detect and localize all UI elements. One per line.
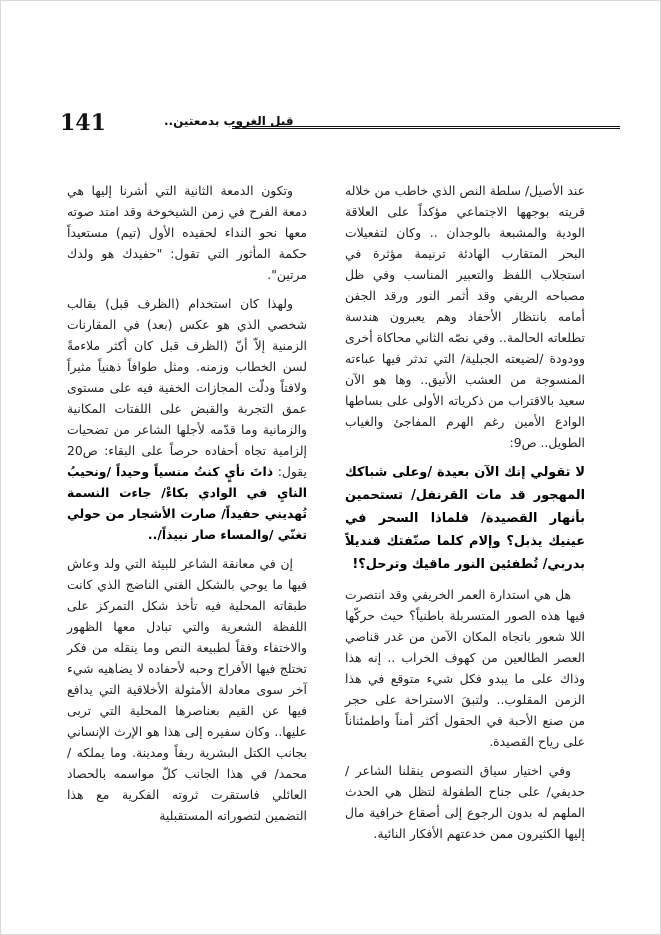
right-paragraph-1: عند الأصيل/ سلطة النص الذي خاطب من خلاله قريته بوجهها الاجتماعي مؤكداً على العلاقة الودية والمشبعة بالوجدان .. وكان لتفعيلات البحر المتقارب الهادئة ترنيمة مؤثرة في استجلاب اللفظ والتعبير المناسب وفي ظل مصباحه الريفي وقد أثمر النور ورقد الجفن أمامه بانتظار الأحفاد وهم يعبرون هندسة تطلعاته الحالمة.. وفي نصّه الثاني محاكاة أخرى وودودة /لضيعته الجبلية/ التي تدثر فيها عباءته المنسوجة من العشب الأنيق.. وها هو الآن سعيد بالاقتراب من ذكرياته الأولى على بساطها الوادع الأمين رغم الهرم المفاجئ والغياب الطويل.. ص9: bbox=[345, 183, 585, 450]
running-title: قبل الغروب بدمعتين.. bbox=[164, 114, 294, 128]
page-number: 141 bbox=[60, 110, 106, 136]
left-paragraph-2-text: ولهذا كان استخدام (الظرف قبل) بقالب شخصي الذي هو عكس (بعد) في المقارنات الزمنية إلاّ أنّ (الظرف قبل كان أكثر ملاءمةً لسن الخطاب وزمنه. ومثل طوافاً ذهنياً مثيراً ولافتاً ودلّت المجازات الخفية فيه على مستوى عمق التجربة والقبض على اللفتات المكانية والزمانية وما قدّمه لأجلها الشاعر من تضحيات إلزامية تجاه أحفاده حرصاً على البقاء: ص20 يقول: bbox=[67, 296, 307, 479]
left-paragraph-3: إن في معانقة الشاعر للبيئة التي ولد وعاش فيها ما يوحي بالشكل الفني الناضج الذي كانت طبقاته المحلية فيه تأخذ شكل التمركز على اللفظة الشعرية والتي تبادل معها الظهور والاختفاء وفقاً لطبيعة النص وما ينقله من فكر تختلج فيها الأفراح وحبه لأحفاده لا يضاهيه شيء آخر سوى معادلة الأمثولة الأخلاقية التي يدافع فيها عن القيم بعناصرها المحلية التي تربى عليها.. وكان سفيره إلى هذا هو الإرث الإنساني بجانب الكتل البشرية ريفاً ومدينة. وما يملكه /محمد/ في هذا الجانب كلّ مواسمه بالحصاد العائلي فاستقرت ثروته الفكرية مع هذا التضمين لتصوراته المستقبلية bbox=[67, 556, 307, 823]
left-paragraph-2 bbox=[67, 293, 307, 545]
left-paragraph-1: وتكون الدمعة الثانية التي أشرنا إليها هي دمعة الفرح في زمن الشيخوخة وقد امتد صوته معها نحو النداء لحفيده الأول (تيم) مستعيداً حكمة المأثور التي تقول: "حفيدك هو ولدك مرتين". bbox=[67, 183, 307, 282]
poem-quote-bold: ذاتَ نأيٍ كنتُ منسياً وحيداً /ونحيبُ النايِ في الوادي بكاءْ/ جاءت النسمة تُهديني حفيداً/ صارت الأشجار من حولي تغنّي /والمساء صار نبيذاً/.. bbox=[67, 464, 307, 542]
right-column bbox=[345, 180, 585, 852]
page-header bbox=[60, 108, 620, 142]
header-rule bbox=[232, 126, 620, 129]
right-paragraph-2: هل هي استدارة العمر الخريفي وقد انتصرت فيها هذه الصور المتسربلة باطنياً؟ حيث حركّها اللا شعور باتجاه المكان الآمن من غدر قناصي العصر الطالعين من كهوف الخراب .. إنه هذا وذاك على ما يبدو فكل شيء متوقع في هذا الزمن المقلوب.. ولتبقَ الاستراحة على حجر من صنع الأحبة في الحقول أكثر أمناً واطمئناناً على رياح القصيدة. bbox=[345, 587, 585, 749]
right-paragraph-3: وفي اختيار سياق النصوص ينقلنا الشاعر /حديفي/ على جناح الطفولة لتظل هي الحدث الملهم له بدون الرجوع إلى أصقاع خرافية مال إليها الكثيرون ممن خدعتهم الأفكار النائية. bbox=[345, 763, 585, 841]
left-column bbox=[67, 180, 307, 834]
poem-excerpt: لا تقولي إنك الآن بعيدة /وعلى شباكك المهجور قد مات القرنفل/ تستحمين بأنهار القصيدة/ فلماذا السحر في عينيك يذبل؟ وإلام كلما صنّفتك قنديلاً بدربي/ تُطفئين النور ماقيك وترحل؟! bbox=[345, 465, 585, 572]
